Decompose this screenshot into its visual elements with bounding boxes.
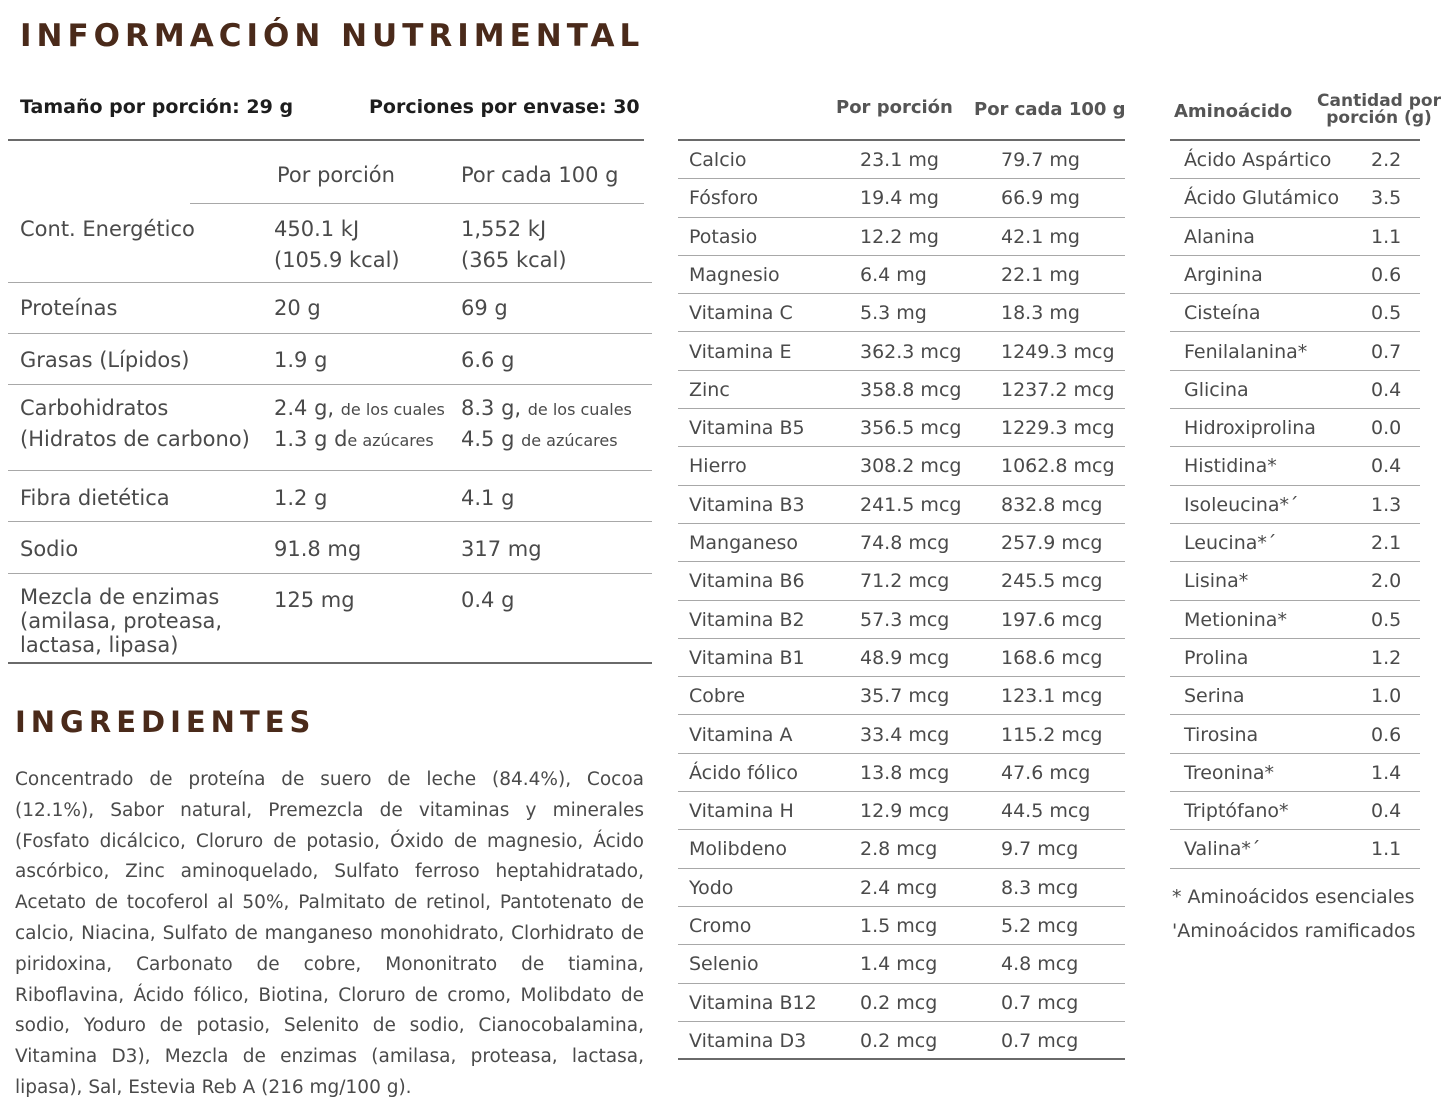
micro-nutrient-name: Cobre	[689, 685, 746, 708]
enzymes-label-line2: (amilasa, proteasa,	[20, 609, 223, 634]
micro-per-100g: 8.3 mcg	[1001, 876, 1079, 899]
row-divider	[8, 282, 652, 283]
table-row	[678, 792, 1125, 830]
sodium-per-serving: 91.8 mg	[274, 537, 362, 561]
table-row	[678, 945, 1125, 983]
row-divider	[8, 521, 652, 522]
micro-nutrient-name: Ácido fólico	[689, 761, 799, 784]
micro-per-serving: 71.2 mcg	[860, 570, 950, 593]
micro-per-serving: 48.9 mcg	[860, 646, 950, 669]
micro-nutrient-name: Vitamina B3	[689, 493, 805, 516]
micro-per-serving: 12.9 mcg	[860, 800, 950, 823]
servings-value: 30	[613, 96, 640, 118]
micro-nutrient-name: Vitamina B1	[689, 646, 805, 669]
table-row	[678, 639, 1125, 677]
carbs-label-line2: (Hidratos de carbono)	[20, 427, 250, 451]
table-row	[1170, 830, 1420, 868]
amino-header-qty-line1: Cantidad por	[1317, 91, 1441, 111]
fats-label: Grasas (Lípidos)	[20, 348, 190, 372]
header-per-serving: Por porción	[277, 163, 395, 187]
micro-per-100g: 257.9 mcg	[1001, 532, 1103, 554]
amino-acid-name: Hidroxiprolina	[1184, 417, 1316, 440]
micro-per-100g: 18.3 mg	[1001, 302, 1080, 325]
sugars-per100-label: de azúcares	[521, 431, 618, 450]
carbs-per100	[461, 393, 632, 423]
enzymes-per-serving: 125 mg	[274, 588, 355, 612]
serving-size-label: Tamaño por porción:	[20, 96, 240, 118]
table-row	[1170, 562, 1420, 600]
amino-acid-name: Serina	[1184, 685, 1245, 708]
header-per-100g: Por cada 100 g	[461, 163, 619, 187]
table-row	[678, 447, 1125, 485]
micro-nutrient-name: Magnesio	[689, 263, 780, 286]
amino-acid-qty: 0.4	[1371, 800, 1402, 823]
amino-acid-qty: 1.0	[1371, 685, 1402, 708]
amino-acid-name: Histidina*	[1184, 455, 1277, 478]
table-row	[678, 677, 1125, 715]
amino-acid-qty: 1.2	[1371, 646, 1402, 669]
enzymes-per100: 0.4 g	[461, 588, 515, 612]
sodium-per100: 317 mg	[461, 537, 542, 561]
table-row	[678, 716, 1125, 754]
micro-per-serving: 19.4 mg	[860, 187, 939, 210]
micro-header-per-serving: Por porción	[836, 97, 953, 118]
micro-per-100g: 123.1 mcg	[1001, 685, 1103, 708]
micro-nutrient-name: Vitamina B12	[689, 991, 817, 1014]
row-divider	[8, 333, 652, 334]
micro-nutrient-name: Yodo	[689, 876, 734, 899]
amino-acid-name: Fenilalanina*	[1184, 340, 1308, 363]
table-row	[1170, 447, 1420, 485]
fiber-label: Fibra dietética	[20, 486, 170, 510]
micro-per-100g: 0.7 mcg	[1001, 1029, 1079, 1052]
micro-per-100g: 42.1 mg	[1001, 225, 1080, 248]
table-row	[1170, 333, 1420, 371]
fiber-per100: 4.1 g	[461, 486, 515, 510]
table-row	[1170, 294, 1420, 332]
micro-per-serving: 1.4 mcg	[860, 953, 938, 976]
micro-nutrient-name: Cromo	[689, 915, 752, 937]
energy-label: Cont. Energético	[20, 217, 195, 241]
micro-per-100g: 66.9 mg	[1001, 187, 1080, 210]
micro-per-serving: 13.8 mcg	[860, 761, 950, 784]
row-divider	[8, 573, 652, 574]
enzymes-label	[20, 585, 222, 657]
amino-acid-name: Triptófano*	[1184, 800, 1289, 823]
micro-nutrient-name: Selenio	[689, 953, 759, 976]
servings-per-container	[369, 96, 640, 118]
energy-per-serving-kcal: (105.9 kcal)	[274, 248, 400, 272]
micro-per-serving: 5.3 mg	[860, 302, 927, 325]
amino-acid-name: Cisteína	[1184, 302, 1261, 325]
table-row	[1170, 371, 1420, 409]
micro-per-serving: 57.3 mcg	[860, 608, 950, 631]
servings-label: Porciones por envase:	[369, 96, 607, 118]
micro-per-serving: 356.5 mcg	[860, 417, 962, 440]
micro-per-serving: 12.2 mg	[860, 225, 939, 248]
table-row	[678, 141, 1125, 179]
page-title: INFORMACIÓN NUTRIMENTAL	[20, 18, 645, 54]
table-row	[678, 409, 1125, 447]
sugars-per-serving	[274, 424, 434, 454]
micro-nutrient-name: Vitamina E	[689, 340, 792, 363]
micro-per-100g: 22.1 mg	[1001, 263, 1080, 286]
amino-acid-qty: 1.4	[1371, 761, 1402, 784]
table-row	[1170, 677, 1420, 715]
enzymes-label-line3: lactasa, lipasa)	[20, 633, 179, 658]
micro-per-serving: 35.7 mcg	[860, 685, 950, 708]
table-row	[1170, 792, 1420, 830]
micro-nutrient-name: Molibdeno	[689, 838, 788, 861]
amino-header-name: Aminoácido	[1174, 101, 1293, 122]
micro-per-100g: 1062.8 mcg	[1001, 455, 1115, 478]
table-row	[678, 907, 1125, 945]
essential-amino-note: * Aminoácidos esenciales	[1172, 886, 1415, 908]
micro-per-100g: 115.2 mcg	[1001, 723, 1103, 746]
amino-acid-name: Alanina	[1184, 225, 1255, 248]
sugars-per100-value: 4.5 g	[461, 427, 515, 451]
micro-per-100g: 1237.2 mcg	[1001, 378, 1115, 401]
micro-per-100g: 245.5 mcg	[1001, 570, 1103, 593]
micro-per-serving: 74.8 mcg	[860, 532, 950, 554]
row-divider	[1170, 868, 1420, 869]
energy-per100-kcal: (365 kcal)	[461, 248, 567, 272]
table-row	[1170, 218, 1420, 256]
micro-nutrient-name: Vitamina B5	[689, 417, 805, 440]
micro-header-per-100g: Por cada 100 g	[974, 99, 1126, 120]
table-row	[678, 869, 1125, 907]
table-row	[1170, 601, 1420, 639]
micro-nutrient-name: Vitamina B2	[689, 608, 805, 631]
row-divider	[678, 1058, 1125, 1060]
amino-acid-name: Isoleucina*´	[1184, 493, 1299, 516]
table-bottom-rule	[8, 662, 652, 664]
micro-per-100g: 1229.3 mcg	[1001, 417, 1115, 440]
carbs-label-line1: Carbohidratos	[20, 396, 169, 420]
micro-per-serving: 2.4 mcg	[860, 876, 938, 899]
micro-nutrient-name: Vitamina B6	[689, 570, 805, 593]
micro-nutrient-name: Vitamina D3	[689, 1029, 807, 1052]
amino-acid-qty: 1.1	[1371, 838, 1402, 861]
carbs-per100-total: 8.3 g,	[461, 396, 522, 420]
sugars-per-serving-label: e azúcares	[347, 431, 434, 450]
amino-acid-name: Prolina	[1184, 646, 1249, 669]
table-row	[678, 218, 1125, 256]
micro-per-100g: 1249.3 mcg	[1001, 340, 1115, 363]
table-row	[678, 1022, 1125, 1060]
table-row	[678, 984, 1125, 1022]
proteins-per-serving: 20 g	[274, 296, 321, 320]
table-row	[678, 371, 1125, 409]
micro-per-serving: 362.3 mcg	[860, 340, 962, 363]
sugars-per-serving-value: 1.3 g d	[274, 427, 348, 451]
micro-per-serving: 308.2 mcg	[860, 455, 962, 478]
micro-per-100g: 79.7 mg	[1001, 149, 1080, 171]
micro-per-100g: 47.6 mcg	[1001, 761, 1091, 784]
table-row	[678, 524, 1125, 562]
table-top-rule	[8, 139, 644, 141]
header-divider	[190, 203, 644, 204]
micro-per-100g: 5.2 mcg	[1001, 915, 1079, 937]
amino-acid-qty: 0.4	[1371, 378, 1402, 401]
micro-per-serving: 0.2 mcg	[860, 991, 938, 1014]
table-row	[678, 601, 1125, 639]
table-row	[1170, 256, 1420, 294]
amino-header-qty-line2: porción (g)	[1326, 108, 1432, 128]
serving-size-value: 29 g	[246, 96, 294, 118]
carbs-per-serving-total: 2.4 g,	[274, 396, 335, 420]
amino-acid-name: Lisina*	[1184, 570, 1249, 593]
carbs-per-serving	[274, 393, 445, 423]
table-row	[678, 830, 1125, 868]
amino-acid-qty: 0.0	[1371, 417, 1402, 440]
fiber-per-serving: 1.2 g	[274, 486, 328, 510]
micro-per-serving: 1.5 mcg	[860, 915, 938, 937]
table-row	[678, 179, 1125, 217]
table-row	[1170, 639, 1420, 677]
micro-per-serving: 241.5 mcg	[860, 493, 962, 516]
amino-acid-name: Ácido Aspártico	[1184, 149, 1332, 171]
ingredients-text: Concentrado de proteína de suero de leche (84.4%), Cocoa (12.1%), Sabor natural, Premezcla de vitaminas y minerales (Fosfato dicálcico, Cloruro de potasio, Óxido de magnesio, Ácido ascórbico, Zinc aminoquelado, Sulfato ferroso heptahidratado, Acetato de tocoferol al 50%, Palmitato de retinol, Pantotenato de calcio, Niacina, Sulfato de manganeso monohidrato, Clorhidrato de piridoxina, Carbonato de cobre, Mononitrato de tiamina, Riboflavina, Ácido fólico, Biotina, Cloruro de cromo, Molibdato de sodio, Yoduro de potasio, Selenito de sodio, Cianocobalamina, Vitamina D3), Mezcla de enzimas (amilasa, proteasa, lactasa, lipasa), Sal, Estevia Reb A (216 mg/100 g).	[15, 769, 644, 1098]
micro-per-100g: 168.6 mcg	[1001, 646, 1103, 669]
energy-per100-kj: 1,552 kJ	[461, 217, 547, 241]
micro-per-serving: 2.8 mcg	[860, 838, 938, 861]
micro-per-100g: 44.5 mcg	[1001, 800, 1091, 823]
table-row	[1170, 486, 1420, 524]
micro-nutrient-name: Zinc	[689, 378, 730, 401]
amino-acid-name: Tirosina	[1184, 723, 1259, 746]
micro-nutrient-name: Fósforo	[689, 187, 759, 210]
amino-acid-qty: 1.3	[1371, 493, 1402, 516]
amino-header-qty	[1313, 93, 1445, 127]
table-row	[678, 562, 1125, 600]
micro-per-serving: 358.8 mcg	[860, 378, 962, 401]
ingredients-title: INGREDIENTES	[15, 705, 316, 739]
serving-size	[20, 96, 293, 118]
micro-nutrient-name: Calcio	[689, 149, 747, 171]
row-divider	[8, 384, 652, 385]
micro-nutrient-name: Vitamina H	[689, 800, 794, 823]
carbs-per-serving-of-which: de los cuales	[340, 400, 445, 419]
table-row	[1170, 716, 1420, 754]
sugars-per100	[461, 424, 618, 454]
amino-acid-name: Leucina*´	[1184, 532, 1277, 554]
proteins-per100: 69 g	[461, 296, 508, 320]
fats-per-serving: 1.9 g	[274, 348, 328, 372]
amino-acid-name: Arginina	[1184, 263, 1263, 286]
amino-acid-qty: 0.6	[1371, 263, 1402, 286]
amino-acid-name: Treonina*	[1184, 761, 1275, 784]
amino-acid-qty: 2.1	[1371, 532, 1402, 554]
carbs-per100-of-which: de los cuales	[527, 400, 632, 419]
amino-acid-qty: 0.5	[1371, 608, 1402, 631]
energy-per-serving-kj: 450.1 kJ	[274, 217, 360, 241]
table-row	[678, 486, 1125, 524]
micro-nutrient-name: Hierro	[689, 455, 747, 478]
table-row	[1170, 141, 1420, 179]
table-row	[678, 754, 1125, 792]
sodium-label: Sodio	[20, 537, 79, 561]
micro-per-100g: 0.7 mcg	[1001, 991, 1079, 1014]
table-row	[1170, 179, 1420, 217]
micro-per-100g: 832.8 mcg	[1001, 493, 1103, 516]
amino-acid-name: Metionina*	[1184, 608, 1287, 631]
micro-nutrient-name: Vitamina A	[689, 723, 793, 746]
micro-nutrient-name: Vitamina C	[689, 302, 793, 325]
fats-per100: 6.6 g	[461, 348, 515, 372]
micro-per-serving: 23.1 mg	[860, 149, 939, 171]
amino-acid-qty: 0.5	[1371, 302, 1402, 325]
amino-acid-qty: 3.5	[1371, 187, 1402, 210]
amino-acid-qty: 1.1	[1371, 225, 1402, 248]
proteins-label: Proteínas	[20, 296, 118, 320]
row-divider	[8, 470, 652, 471]
table-row	[678, 256, 1125, 294]
enzymes-label-line1: Mezcla de enzimas	[20, 585, 220, 609]
micro-per-serving: 6.4 mg	[860, 263, 927, 286]
micro-nutrient-name: Manganeso	[689, 532, 799, 554]
amino-acid-qty: 0.4	[1371, 455, 1402, 478]
micro-nutrient-name: Potasio	[689, 225, 758, 248]
table-row	[1170, 754, 1420, 792]
branched-amino-note: 'Aminoácidos ramificados	[1172, 920, 1416, 942]
micro-per-100g: 9.7 mcg	[1001, 838, 1079, 861]
table-row	[1170, 524, 1420, 562]
micro-per-serving: 33.4 mcg	[860, 723, 950, 746]
table-row	[678, 333, 1125, 371]
amino-acid-qty: 2.0	[1371, 570, 1402, 593]
amino-acid-qty: 0.6	[1371, 723, 1402, 746]
micro-per-serving: 0.2 mcg	[860, 1029, 938, 1052]
amino-acid-qty: 2.2	[1371, 149, 1402, 171]
amino-acid-name: Valina*´	[1184, 838, 1261, 861]
micro-per-100g: 197.6 mcg	[1001, 608, 1103, 631]
amino-acid-qty: 0.7	[1371, 340, 1402, 363]
amino-acid-name: Ácido Glutámico	[1184, 187, 1340, 210]
table-row	[678, 294, 1125, 332]
amino-acid-name: Glicina	[1184, 378, 1249, 401]
table-row	[1170, 409, 1420, 447]
micro-per-100g: 4.8 mcg	[1001, 953, 1079, 976]
